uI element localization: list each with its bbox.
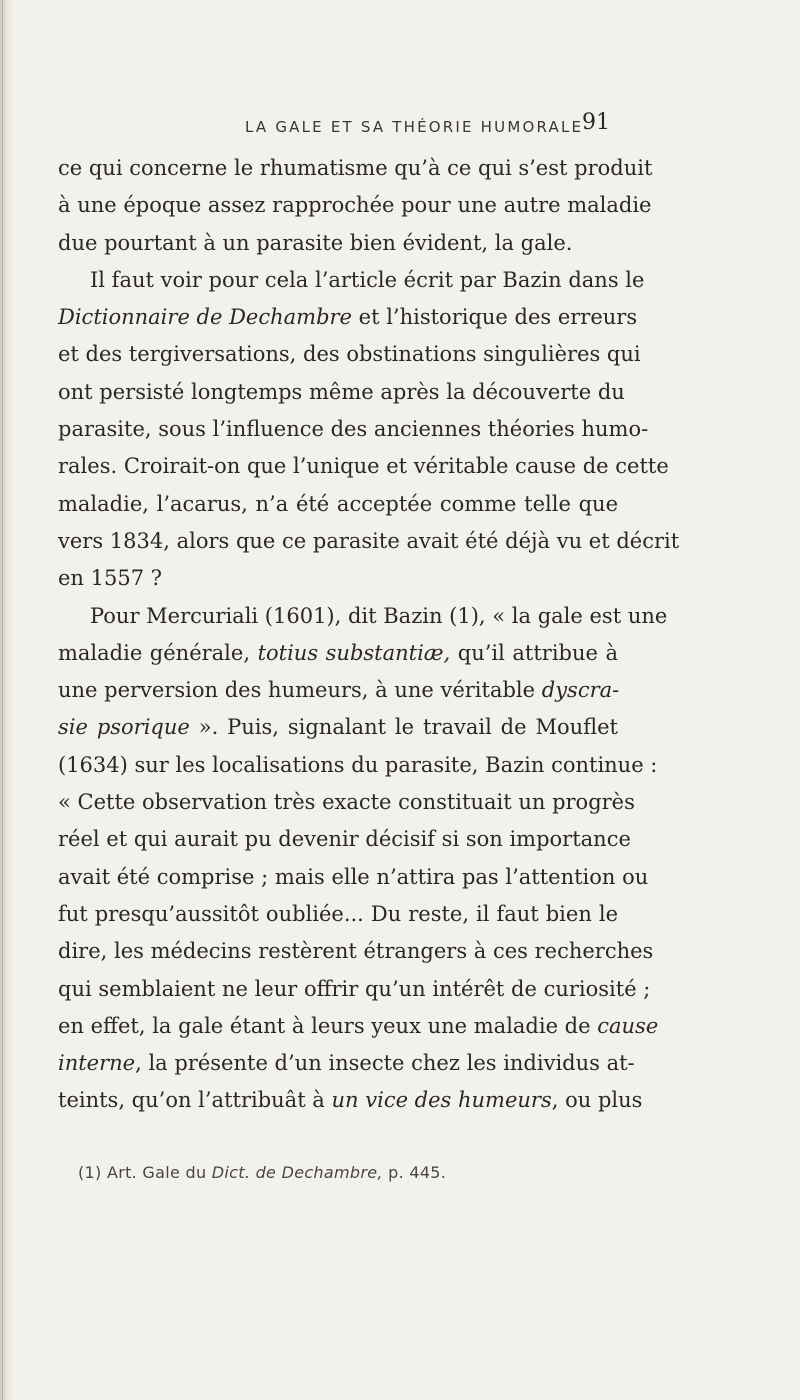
text-line: rales. Croirait-on que l’unique et véritable cause de cette bbox=[58, 454, 669, 479]
text-line: ont persisté longtemps même après la découverte du bbox=[58, 379, 625, 404]
text-line: dire, les médecins restèrent étrangers à ces recherches bbox=[58, 939, 654, 964]
text-line: avait été comprise ; mais elle n’attira pas l’attention ou bbox=[58, 864, 649, 889]
text-line: fut presqu’aussitôt oubliée... Du reste, il faut bien le bbox=[58, 901, 618, 926]
footnote-italic: Dict. de Dechambre, bbox=[211, 1163, 383, 1182]
text-line: qui semblaient ne leur offrir qu’un intérêt de curiosité ; bbox=[58, 976, 651, 1001]
text-line: ce qui concerne le rhumatisme qu’à ce qui s’est produit bbox=[58, 156, 653, 180]
text-line: maladie, l’acarus, n’a été acceptée comme telle que bbox=[58, 491, 618, 516]
italic-term: interne bbox=[58, 1051, 136, 1076]
text-line: et des tergiversations, des obstinations singulières qui bbox=[58, 342, 641, 367]
text-line: Il faut voir pour cela l’article écrit par Bazin dans le bbox=[90, 267, 645, 292]
footnote: (1) Art. Gale du Dict. de Dechambre, p. 445. bbox=[78, 1163, 447, 1182]
text-line: en 1557 ? bbox=[58, 566, 163, 591]
text-line: « Cette observation très exacte constituait un progrès bbox=[58, 790, 635, 815]
italic-title: Dictionnaire de Dechambre bbox=[58, 305, 352, 330]
text-line: réel et qui aurait pu devenir décisif si son importance bbox=[58, 827, 631, 852]
italic-term: un vice des humeurs bbox=[331, 1088, 552, 1113]
text-line: due pourtant à un parasite bien évident, la gale. bbox=[58, 230, 573, 255]
text-line: teints, qu’on l’attribuât à un vice des humeurs, ou plus bbox=[58, 1088, 643, 1113]
text-line: Pour Mercuriali (1601), dit Bazin (1), « la gale est une bbox=[90, 603, 668, 628]
text-line: Dictionnaire de Dechambre et l’historique des erreurs bbox=[58, 305, 638, 330]
italic-term: cause bbox=[597, 1013, 659, 1038]
text-line: en effet, la gale étant à leurs yeux une maladie de cause bbox=[58, 1013, 659, 1038]
text-line: une perversion des humeurs, à une véritable dyscra- bbox=[58, 678, 620, 703]
binding-edge bbox=[2, 0, 3, 1400]
body-text bbox=[58, 150, 680, 1120]
text-line: vers 1834, alors que ce parasite avait été déjà vu et décrit bbox=[58, 528, 680, 553]
running-head: LA GALE ET SA THÉORIE HUMORALE bbox=[245, 118, 584, 136]
text-line: à une époque assez rapprochée pour une autre maladie bbox=[58, 193, 652, 218]
text-line: sie psorique ». Puis, signalant le travail de Mouflet bbox=[58, 715, 618, 740]
italic-latin: totius substantiæ, bbox=[257, 640, 451, 665]
text-line: interne, la présente d’un insecte chez les individus at- bbox=[58, 1051, 635, 1076]
italic-term: sie psorique bbox=[58, 715, 190, 740]
italic-term: dyscra- bbox=[541, 678, 620, 703]
text-line: (1634) sur les localisations du parasite, Bazin continue : bbox=[58, 752, 658, 777]
text-line: parasite, sous l’influence des anciennes théories humo- bbox=[58, 417, 649, 442]
page-number: 91 bbox=[582, 110, 610, 135]
text-line: maladie générale, totius substantiæ, qu’il attribue à bbox=[58, 640, 619, 665]
